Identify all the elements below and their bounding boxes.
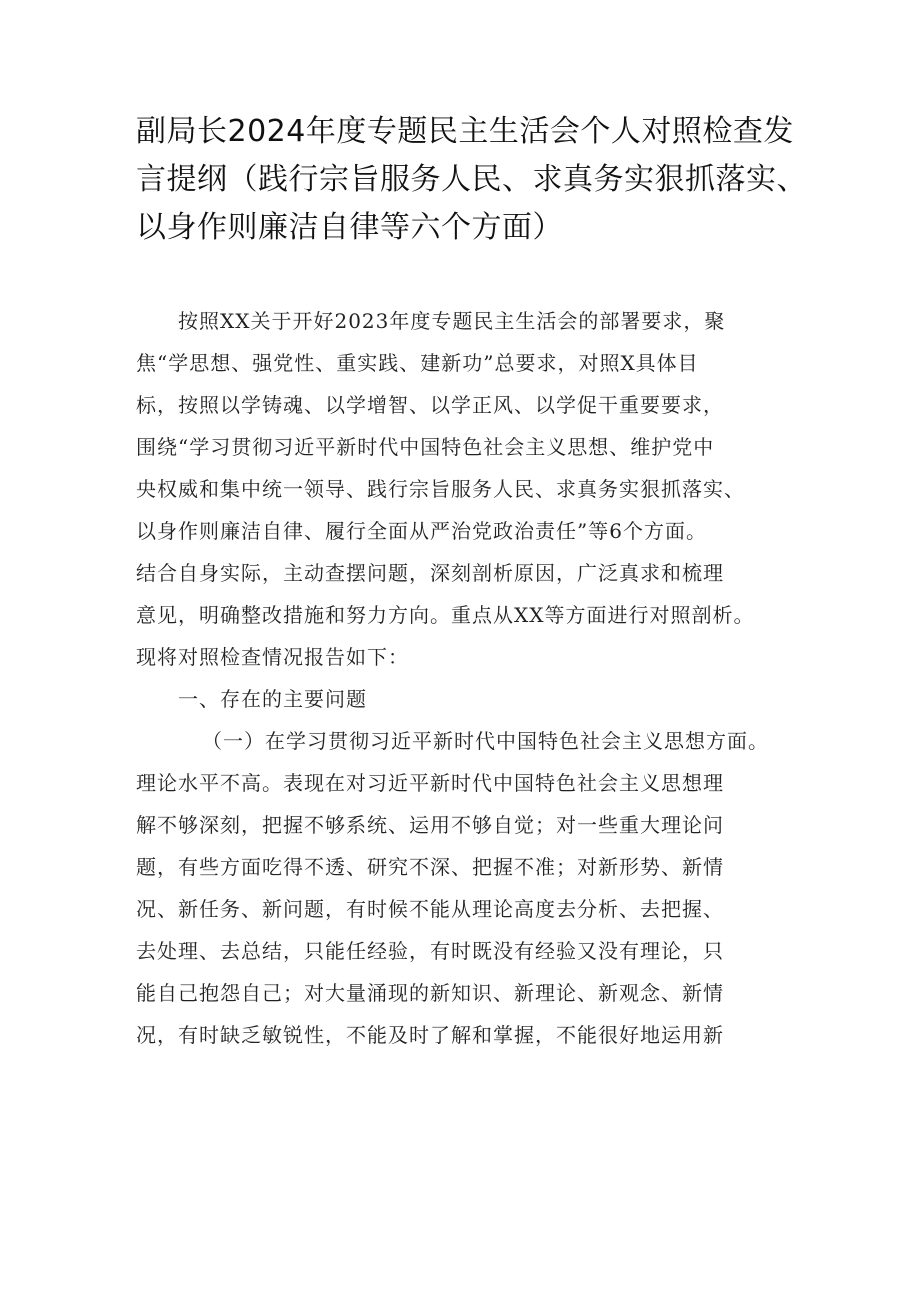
paragraph-line: 意见，明确整改措施和努力方向。重点从XX等方面进行对照剖析。 bbox=[136, 603, 755, 627]
document-title bbox=[136, 108, 836, 252]
paragraph-line: 按照XX关于开好2023年度专题民主生活会的部署要求，聚 bbox=[178, 309, 726, 333]
paragraph-line: 央权威和集中统一领导、践行宗旨服务人民、求真务实狠抓落实、 bbox=[136, 477, 745, 501]
paragraph-line: 标，按照以学铸魂、以学增智、以学正风、以学促干重要要求， bbox=[136, 393, 724, 417]
paragraph-line: 现将对照检查情况报告如下： bbox=[136, 645, 409, 669]
title-line: 以身作则廉洁自律等六个方面） bbox=[136, 210, 563, 245]
paragraph-line: 以身作则廉洁自律、履行全面从严治党政治责任”等6个方面。 bbox=[136, 519, 707, 543]
paragraph-line: 题，有些方面吃得不透、研究不深、把握不准；对新形势、新情 bbox=[136, 855, 724, 879]
title-line: 言提纲（践行宗旨服务人民、求真务实狠抓落实、 bbox=[136, 162, 807, 197]
intro-paragraph bbox=[136, 300, 796, 678]
paragraph-line: 结合自身实际，主动查摆问题，深刻剖析原因，广泛真求和梳理 bbox=[136, 561, 724, 585]
paragraph-line: 围绕“学习贯彻习近平新时代中国特色社会主义思想、维护党中 bbox=[136, 435, 715, 459]
paragraph-line: 解不够深刻，把握不够系统、运用不够自觉；对一些重大理论问 bbox=[136, 813, 724, 837]
paragraph-line: 能自己抱怨自己；对大量涌现的新知识、新理论、新观念、新情 bbox=[136, 981, 724, 1005]
subsection-paragraph bbox=[136, 720, 796, 1056]
paragraph-line: 焦“学思想、强党性、重实践、建新功”总要求，对照X具体目 bbox=[136, 351, 699, 375]
title-line: 副局长2024年度专题民主生活会个人对照检查发 bbox=[136, 114, 794, 149]
document-body bbox=[136, 300, 796, 1056]
paragraph-line: 况、新任务、新问题，有时候不能从理论高度去分析、去把握、 bbox=[136, 897, 724, 921]
paragraph-line: 况，有时缺乏敏锐性，不能及时了解和掌握，不能很好地运用新 bbox=[136, 1023, 724, 1047]
subsection-heading: （一）在学习贯彻习近平新时代中国特色社会主义思想方面。 bbox=[202, 729, 769, 753]
section-heading: 一、存在的主要问题 bbox=[178, 687, 367, 711]
paragraph-line: 去处理、去总结，只能任经验，有时既没有经验又没有理论，只 bbox=[136, 939, 724, 963]
paragraph-line: 理论水平不高。表现在对习近平新时代中国特色社会主义思想理 bbox=[136, 771, 724, 795]
